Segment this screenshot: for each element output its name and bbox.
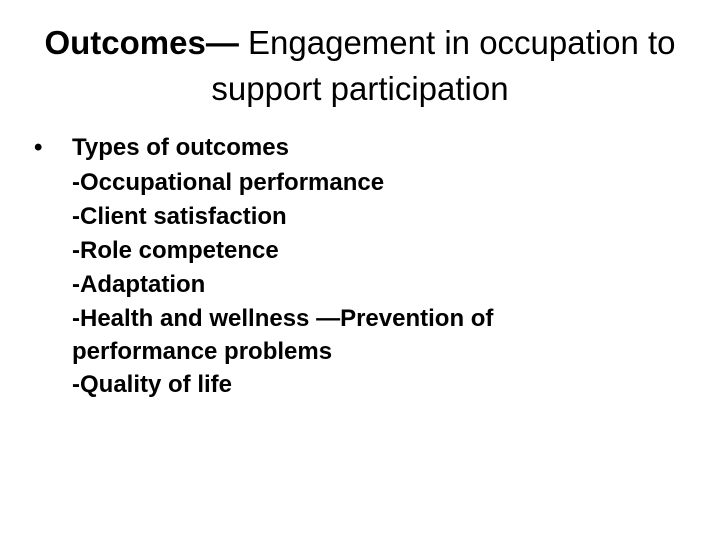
outcome-item: -Health and wellness —Prevention of performance problems bbox=[72, 305, 494, 365]
bullet-text: Types of outcomes bbox=[72, 134, 289, 161]
slide-body bbox=[34, 130, 694, 402]
outcome-item: -Occupational performance bbox=[72, 169, 385, 196]
title-bold-part: Outcomes— bbox=[44, 24, 239, 61]
title-rest-part: Engagement in occupation to support participation bbox=[211, 24, 676, 107]
outcome-list bbox=[34, 166, 694, 402]
outcome-item: -Adaptation bbox=[72, 271, 206, 298]
slide-title bbox=[40, 20, 680, 112]
outcome-item: -Client satisfaction bbox=[72, 203, 287, 230]
outcome-item: -Quality of life bbox=[72, 371, 233, 398]
outcome-item: -Role competence bbox=[72, 237, 279, 264]
bullet-item bbox=[34, 130, 694, 166]
bullet-dot-icon: • bbox=[34, 134, 43, 161]
